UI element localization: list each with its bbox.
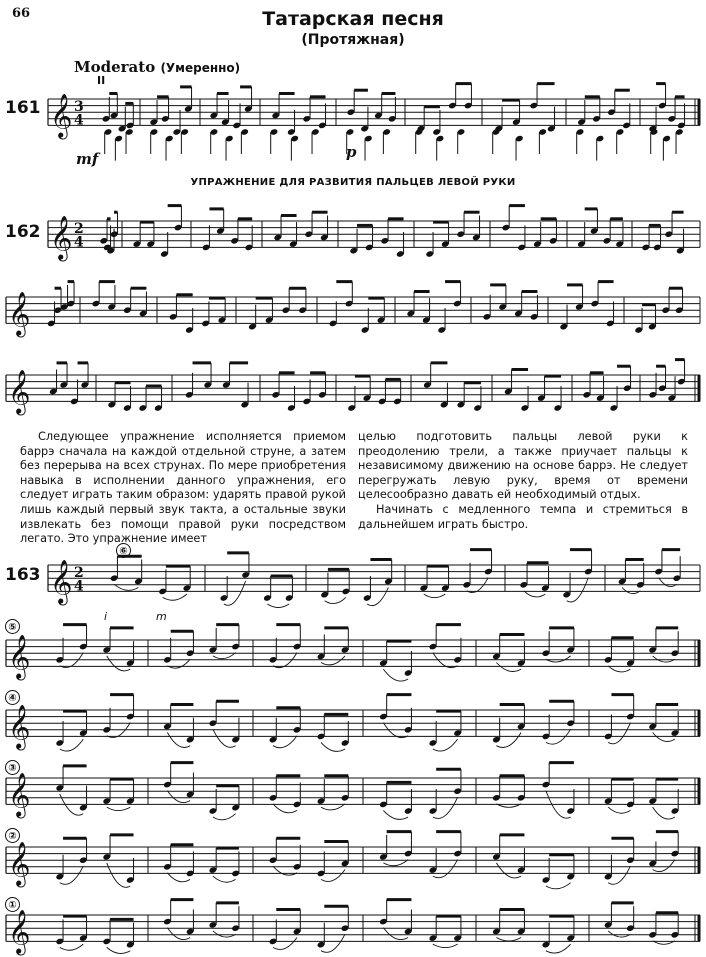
position-mark: II (97, 74, 106, 87)
section-heading: УПРАЖНЕНИЕ ДЛЯ РАЗВИТИЯ ПАЛЬЦЕВ ЛЕВОЙ РУКИ (190, 177, 516, 188)
slur (213, 729, 236, 747)
slur (622, 588, 640, 594)
tempo-main: Moderato (74, 58, 156, 76)
slur (107, 656, 131, 671)
slur (213, 876, 236, 882)
slur (383, 810, 408, 819)
slur (213, 931, 236, 937)
slur (653, 656, 675, 662)
treble-clef-icon: 𝄞 (8, 369, 31, 414)
slur (383, 928, 408, 940)
treble-clef-icon: 𝄞 (50, 215, 73, 260)
slur (653, 807, 675, 819)
string-mark-1: ① (5, 897, 20, 912)
slur (496, 663, 521, 672)
dynamic-p: p (346, 143, 357, 161)
string-mark-6: ⑥ (116, 543, 131, 558)
page-number: 66 (12, 6, 31, 21)
slur (383, 669, 408, 681)
treble-clef-icon: 𝄞 (8, 291, 31, 336)
slur (213, 814, 236, 820)
slur (163, 594, 187, 600)
string-mark-5: ⑤ (5, 619, 20, 634)
slur (424, 594, 446, 598)
slur (546, 944, 571, 953)
treble-clef-icon: 𝄞 (8, 704, 31, 749)
tempo-translation: (Умеренно) (160, 61, 241, 75)
treble-clef-icon: 𝄞 (50, 559, 73, 604)
treble-clef-icon: 𝄞 (8, 841, 31, 886)
slur (546, 656, 571, 662)
time-signature-bottom: 4 (74, 112, 84, 129)
slur (273, 804, 297, 813)
slur (267, 604, 289, 608)
treble-clef-icon: 𝄞 (50, 93, 73, 138)
finger-m: m (156, 610, 167, 623)
time-signature-bottom: 4 (74, 234, 84, 251)
treble-clef-icon: 𝄞 (8, 772, 31, 817)
piece-subtitle: (Протяжная) (301, 32, 405, 48)
slur (107, 947, 131, 953)
slur (496, 863, 521, 878)
time-signature-top: 3 (74, 99, 84, 116)
slur (608, 807, 630, 813)
instructions-paragraph: Следующее упражнение исполняется приемом баррэ сначала на каждой отдельной струне, а затем без перерыва на всех струнах. По мере приобретения навыка в исполнении данного упражнения, его следует играть таким образом: ударять правой рукой лишь каждый первый звук такта, а остальные звуки извлекать без помощи правой руки посредством легато. Это упражнение имеет (20, 430, 346, 546)
slur (107, 807, 131, 811)
slur (496, 938, 521, 942)
exercise-number-161: 161 (5, 98, 41, 118)
slur (433, 944, 458, 948)
slur (60, 944, 84, 950)
time-signature-top: 2 (74, 221, 84, 238)
string-mark-3: ③ (5, 760, 20, 775)
time-signature-top: 2 (74, 565, 84, 582)
slur (608, 931, 630, 937)
instructions-paragraph: целью подготовить пальцы левой руки к преодолению трели, а также приучает пальцы к независимому движению на основе баррэ. Не следует перегружать левую руку, время от времени целесообразно давать ей необходимый отдых. (358, 430, 688, 502)
slur (167, 928, 190, 940)
treble-clef-icon: 𝄞 (8, 909, 31, 954)
slur (546, 883, 571, 889)
treble-clef-icon: 𝄞 (8, 634, 31, 679)
slur (167, 791, 190, 803)
instructions-paragraph: Начинать с медленного темпа и стремиться в дальнейшем играть быстро. (358, 502, 688, 531)
slur (321, 742, 345, 751)
exercise-number-163: 163 (5, 565, 41, 585)
time-signature-bottom: 4 (74, 578, 84, 595)
slur (325, 597, 346, 603)
finger-i: i (104, 610, 108, 623)
dynamic-mf: mf (76, 150, 99, 168)
piece-title: Татарская песня (262, 8, 444, 30)
exercise-number-162: 162 (5, 222, 41, 242)
string-mark-2: ② (5, 828, 20, 843)
string-mark-4: ④ (5, 690, 20, 705)
slur (321, 656, 345, 665)
